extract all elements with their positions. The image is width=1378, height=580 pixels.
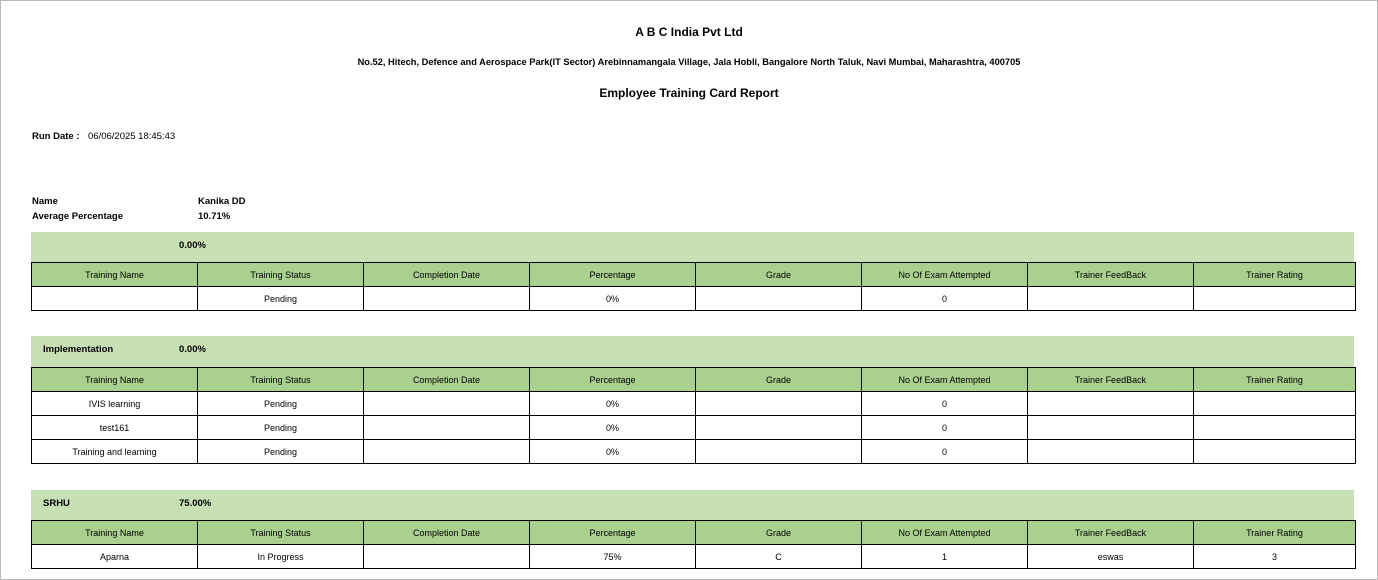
cell-grade xyxy=(696,392,862,416)
group-percentage: 0.00% xyxy=(179,240,206,251)
cell-percentage: 75% xyxy=(530,545,696,569)
training-table xyxy=(31,520,1356,569)
cell-trainer-rating xyxy=(1194,392,1356,416)
group-header xyxy=(31,336,1354,367)
cell-training-status: Pending xyxy=(198,440,364,464)
cell-grade: C xyxy=(696,545,862,569)
column-header: Trainer FeedBack xyxy=(1028,521,1194,545)
company-name: A B C India Pvt Ltd xyxy=(635,25,743,39)
column-header: Trainer FeedBack xyxy=(1028,368,1194,392)
cell-exam-attempted: 0 xyxy=(862,440,1028,464)
cell-percentage: 0% xyxy=(530,287,696,311)
cell-exam-attempted: 0 xyxy=(862,287,1028,311)
cell-percentage: 0% xyxy=(530,416,696,440)
table-row xyxy=(32,392,1356,416)
column-header: Completion Date xyxy=(364,263,530,287)
training-table xyxy=(31,262,1356,311)
company-address: No.52, Hitech, Defence and Aerospace Park(IT Sector) Arebinnamangala Village, Jala Hobli, Bangalore North Taluk, Navi Mumbai, Maharashtra, 400705 xyxy=(357,57,1021,67)
table-header-row xyxy=(32,368,1356,392)
group-percentage: 75.00% xyxy=(179,498,212,509)
cell-exam-attempted: 0 xyxy=(862,416,1028,440)
column-header: No Of Exam Attempted xyxy=(862,521,1028,545)
cell-trainer-rating xyxy=(1194,416,1356,440)
column-header: Training Status xyxy=(198,521,364,545)
column-header: Percentage xyxy=(530,521,696,545)
group-header xyxy=(31,232,1354,262)
table-row xyxy=(32,545,1356,569)
table-row xyxy=(32,287,1356,311)
cell-training-name: Training and learning xyxy=(32,440,198,464)
cell-trainer-feedback xyxy=(1028,416,1194,440)
cell-exam-attempted: 0 xyxy=(862,392,1028,416)
cell-training-status: Pending xyxy=(198,392,364,416)
column-header: Trainer Rating xyxy=(1194,263,1356,287)
cell-trainer-feedback xyxy=(1028,287,1194,311)
column-header: Training Name xyxy=(32,263,198,287)
column-header: Training Status xyxy=(198,263,364,287)
report-title: Employee Training Card Report xyxy=(599,86,779,100)
average-percentage-value: 10.71% xyxy=(198,211,231,222)
average-percentage-label: Average Percentage xyxy=(32,211,124,222)
cell-training-status: In Progress xyxy=(198,545,364,569)
cell-percentage: 0% xyxy=(530,392,696,416)
cell-trainer-rating: 3 xyxy=(1194,545,1356,569)
cell-training-name: test161 xyxy=(32,416,198,440)
cell-completion-date xyxy=(364,392,530,416)
cell-exam-attempted: 1 xyxy=(862,545,1028,569)
cell-completion-date xyxy=(364,440,530,464)
column-header: Trainer Rating xyxy=(1194,368,1356,392)
column-header: Percentage xyxy=(530,368,696,392)
name-label: Name xyxy=(32,196,58,207)
column-header: Grade xyxy=(696,263,862,287)
column-header: No Of Exam Attempted xyxy=(862,263,1028,287)
column-header: Training Name xyxy=(32,368,198,392)
group-name: Implementation xyxy=(43,344,114,355)
column-header: Percentage xyxy=(530,263,696,287)
table-header-row xyxy=(32,263,1356,287)
cell-training-status: Pending xyxy=(198,287,364,311)
cell-trainer-feedback xyxy=(1028,440,1194,464)
cell-trainer-feedback xyxy=(1028,392,1194,416)
cell-trainer-feedback: eswas xyxy=(1028,545,1194,569)
cell-training-name xyxy=(32,287,198,311)
table-row xyxy=(32,416,1356,440)
group-header xyxy=(31,490,1354,520)
column-header: Trainer Rating xyxy=(1194,521,1356,545)
table-row xyxy=(32,440,1356,464)
cell-grade xyxy=(696,416,862,440)
training-table xyxy=(31,367,1356,464)
cell-completion-date xyxy=(364,545,530,569)
column-header: Completion Date xyxy=(364,521,530,545)
column-header: Grade xyxy=(696,368,862,392)
cell-completion-date xyxy=(364,416,530,440)
column-header: No Of Exam Attempted xyxy=(862,368,1028,392)
cell-trainer-rating xyxy=(1194,287,1356,311)
cell-grade xyxy=(696,440,862,464)
column-header: Training Name xyxy=(32,521,198,545)
run-date-label: Run Date : xyxy=(32,131,80,142)
column-header: Completion Date xyxy=(364,368,530,392)
group-name: SRHU xyxy=(43,498,70,509)
cell-grade xyxy=(696,287,862,311)
group-percentage: 0.00% xyxy=(179,344,206,355)
cell-training-name: Aparna xyxy=(32,545,198,569)
cell-completion-date xyxy=(364,287,530,311)
cell-trainer-rating xyxy=(1194,440,1356,464)
column-header: Grade xyxy=(696,521,862,545)
cell-training-name: IVIS learning xyxy=(32,392,198,416)
run-date-value: 06/06/2025 18:45:43 xyxy=(88,131,176,142)
name-value: Kanika DD xyxy=(198,196,246,207)
column-header: Training Status xyxy=(198,368,364,392)
cell-percentage: 0% xyxy=(530,440,696,464)
column-header: Trainer FeedBack xyxy=(1028,263,1194,287)
table-header-row xyxy=(32,521,1356,545)
cell-training-status: Pending xyxy=(198,416,364,440)
